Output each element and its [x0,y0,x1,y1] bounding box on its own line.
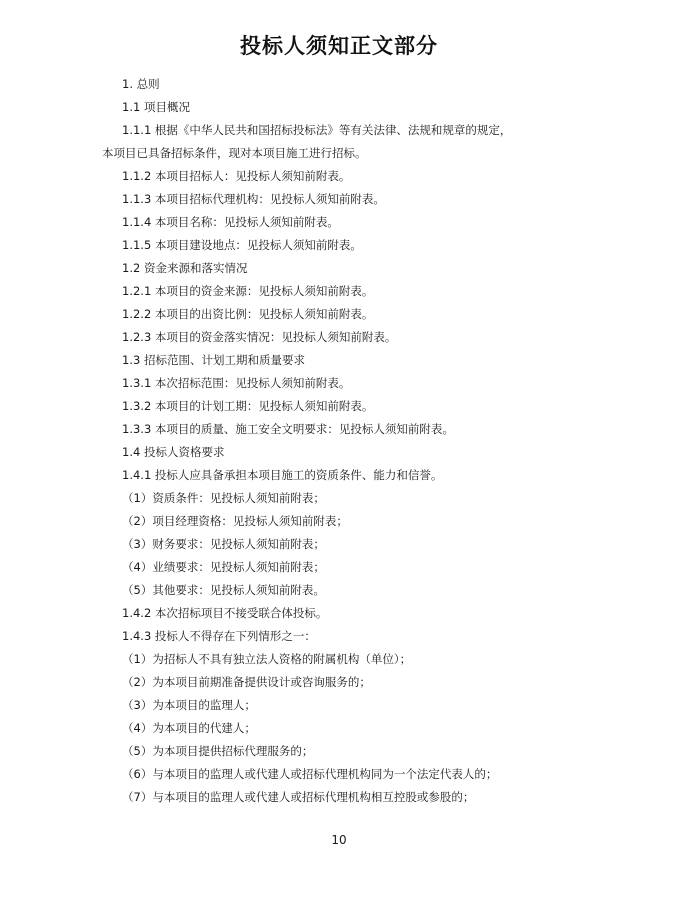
text-line: （7）与本项目的监理人或代建人或招标代理机构相互控股或参股的； [122,790,475,804]
text-line: （3）为本项目的监理人； [122,698,256,712]
text-line: 1.4.3 投标人不得存在下列情形之一： [122,629,316,643]
text-line: （3）财务要求：见投标人须知前附表； [122,537,325,551]
text-line: 1.1 项目概况 [122,100,190,114]
text-line: （1）为招标人不具有独立法人资格的附属机构（单位）； [122,652,412,666]
text-line: 1.1.3 本项目招标代理机构：见投标人须知前附表。 [122,192,385,206]
text-line: 1.4 投标人资格要求 [122,445,225,459]
text-line: 1.4.1 投标人应具备承担本项目施工的资质条件、能力和信誉。 [122,468,443,482]
text-line: 1.2.2 本项目的出资比例：见投标人须知前附表。 [122,307,374,321]
text-line: 1.2.3 本项目的资金落实情况：见投标人须知前附表。 [122,330,397,344]
text-line: （1）资质条件：见投标人须知前附表； [122,491,325,505]
text-line: （2）项目经理资格：见投标人须知前附表； [122,514,348,528]
text-line: 1.2 资金来源和落实情况 [122,261,248,275]
page-title: 投标人须知正文部分 [240,34,438,58]
text-line: （4）为本项目的代建人； [122,721,256,735]
text-line: 1.1.5 本项目建设地点：见投标人须知前附表。 [122,238,362,252]
text-line: 1.1.1 根据《中华人民共和国招标投标法》等有关法律、法规和规章的规定， [122,123,512,137]
text-line: 1. 总则 [122,77,160,91]
text-line: （2）为本项目前期准备提供设计或咨询服务的； [122,675,371,689]
text-line: 本项目已具备招标条件，现对本项目施工进行招标。 [102,146,367,160]
text-line: 1.2.1 本项目的资金来源：见投标人须知前附表。 [122,284,374,298]
text-line: 1.3.3 本项目的质量、施工安全文明要求：见投标人须知前附表。 [122,422,454,436]
text-line: 1.4.2 本次招标项目不接受联合体投标。 [122,606,328,620]
text-line: 1.1.4 本项目名称：见投标人须知前附表。 [122,215,339,229]
text-line: （5）其他要求：见投标人须知前附表。 [122,583,325,597]
page-number: 10 [331,833,347,847]
text-line: 1.1.2 本项目招标人：见投标人须知前附表。 [122,169,351,183]
text-line: （6）与本项目的监理人或代建人或招标代理机构同为一个法定代表人的； [122,767,498,781]
text-line: 1.3 招标范围、计划工期和质量要求 [122,353,305,367]
text-line: 1.3.1 本次招标范围：见投标人须知前附表。 [122,376,351,390]
text-line: （4）业绩要求：见投标人须知前附表； [122,560,325,574]
text-line: （5）为本项目提供招标代理服务的； [122,744,314,758]
text-line: 1.3.2 本项目的计划工期：见投标人须知前附表。 [122,399,374,413]
